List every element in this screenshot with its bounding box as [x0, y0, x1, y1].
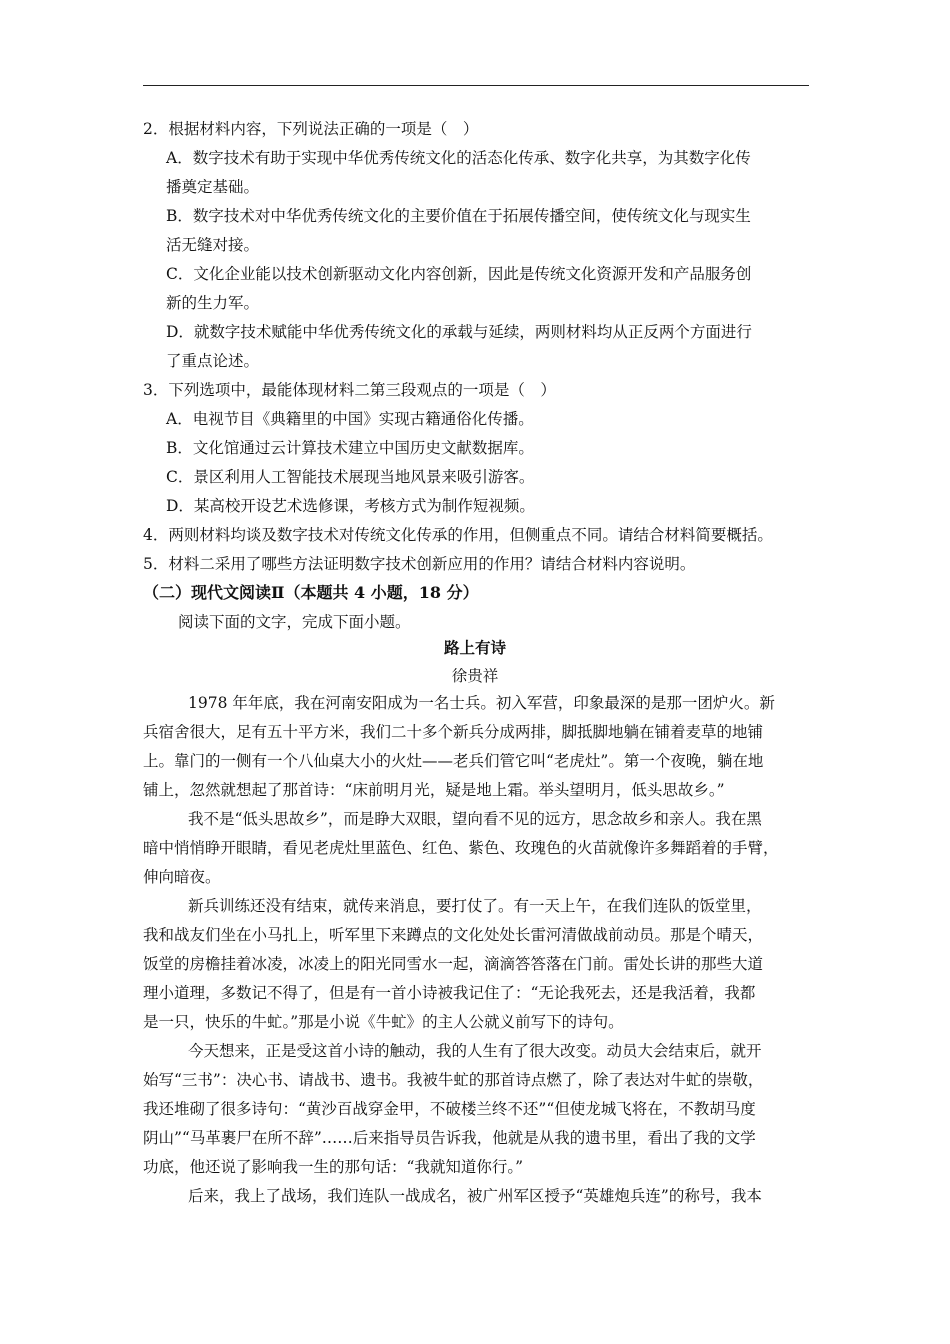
q2-option-b: B．数字技术对中华优秀传统文化的主要价值在于拓展传播空间，使传统文化与现实生 — [166, 207, 751, 225]
article-line: 兵宿舍很大，足有五十平方米，我们二十多个新兵分成两排，脚抵脚地躺在铺着麦草的地铺 — [143, 723, 764, 741]
q3-stem: 3．下列选项中，最能体现材料二第三段观点的一项是（ ） — [143, 381, 556, 399]
q5: 5．材料二采用了哪些方法证明数字技术创新应用的作用？请结合材料内容说明。 — [143, 555, 696, 573]
q3-option-b: B．文化馆通过云计算技术建立中国历史文献数据库。 — [166, 439, 534, 457]
instruction: 阅读下面的文字，完成下面小题。 — [178, 613, 411, 631]
article-line: 暗中悄悄睁开眼睛，看见老虎灶里蓝色、红色、紫色、玫瑰色的火苗就像许多舞蹈着的手臂， — [143, 839, 779, 857]
article-title: 路上有诗 — [443, 638, 506, 657]
article-line: 今天想来，正是受这首小诗的触动，我的人生有了很大改变。动员大会结束后，就开 — [188, 1042, 762, 1060]
article-line: 我不是“低头思故乡”，而是睁大双眼，望向看不见的远方，思念故乡和亲人。我在黑 — [188, 810, 762, 828]
article-line: 我和战友们坐在小马扎上，听军里下来蹲点的文化处处长雷河清做战前动员。那是个晴天， — [143, 926, 764, 944]
article-line: 阴山”“马革裹尸在所不辞”……后来指导员告诉我，他就是从我的遗书里，看出了我的文学 — [143, 1129, 756, 1147]
header-rule — [143, 85, 809, 86]
article-line: 始写“三书”：决心书、请战书、遗书。我被牛虻的那首诗点燃了，除了表达对牛虻的崇敬， — [143, 1071, 764, 1089]
article-line: 上。靠门的一侧有一个八仙桌大小的火灶——老兵们管它叫“老虎灶”。第一个夜晚，躺在地 — [143, 752, 764, 770]
section-title: （二）现代文阅读Ⅱ（本题共 4 小题，18 分） — [143, 583, 479, 602]
q4: 4．两则材料均谈及数字技术对传统文化传承的作用，但侧重点不同。请结合材料简要概括。 — [143, 526, 773, 544]
article-line: 我还堆砌了很多诗句：“黄沙百战穿金甲，不破楼兰终不还”“但使龙城飞将在，不教胡马度 — [143, 1100, 756, 1118]
q2-option-b-cont: 活无缝对接。 — [166, 236, 260, 254]
article-line: 1978 年年底，我在河南安阳成为一名士兵。初入军营，印象最深的是那一团炉火。新 — [188, 694, 775, 712]
article-line: 新兵训练还没有结束，就传来消息，要打仗了。有一天上午，在我们连队的饭堂里， — [188, 897, 762, 915]
article-author: 徐贵祥 — [451, 667, 499, 685]
article-line: 后来，我上了战场，我们连队一战成名，被广州军区授予“英雄炮兵连”的称号，我本 — [188, 1187, 762, 1205]
q2-option-c-cont: 新的生力军。 — [166, 294, 260, 312]
q2-option-a: A．数字技术有助于实现中华优秀传统文化的活态化传承、数字化共享，为其数字化传 — [166, 149, 751, 167]
article-line: 伸向暗夜。 — [143, 868, 221, 886]
article-line: 饭堂的房檐挂着冰凌，冰凌上的阳光同雪水一起，滴滴答答落在门前。雷处长讲的那些大道 — [143, 955, 764, 973]
q3-option-d: D．某高校开设艺术选修课，考核方式为制作短视频。 — [166, 497, 535, 515]
q3-option-a: A．电视节目《典籍里的中国》实现古籍通俗化传播。 — [166, 410, 534, 428]
article-line: 理小道理，多数记不得了，但是有一首小诗被我记住了：“无论我死去，还是我活着，我都 — [143, 984, 756, 1002]
q2-option-d-cont: 了重点论述。 — [166, 352, 260, 370]
q2-option-c: C．文化企业能以技术创新驱动文化内容创新，因此是传统文化资源开发和产品服务创 — [166, 265, 752, 283]
q2-stem: 2．根据材料内容，下列说法正确的一项是（ ） — [143, 120, 479, 138]
q2-option-a-cont: 播奠定基础。 — [166, 178, 260, 196]
article-line: 功底，他还说了影响我一生的那句话：“我就知道你行。” — [143, 1158, 524, 1176]
article-line: 是一只，快乐的牛虻。”那是小说《牛虻》的主人公就义前写下的诗句。 — [143, 1013, 624, 1031]
article-line: 铺上，忽然就想起了那首诗：“床前明月光，疑是地上霜。举头望明月，低头思故乡。” — [143, 781, 725, 799]
q2-option-d: D．就数字技术赋能中华优秀传统文化的承载与延续，两则材料均从正反两个方面进行 — [166, 323, 752, 341]
q3-option-c: C．景区利用人工智能技术展现当地风景来吸引游客。 — [166, 468, 535, 486]
